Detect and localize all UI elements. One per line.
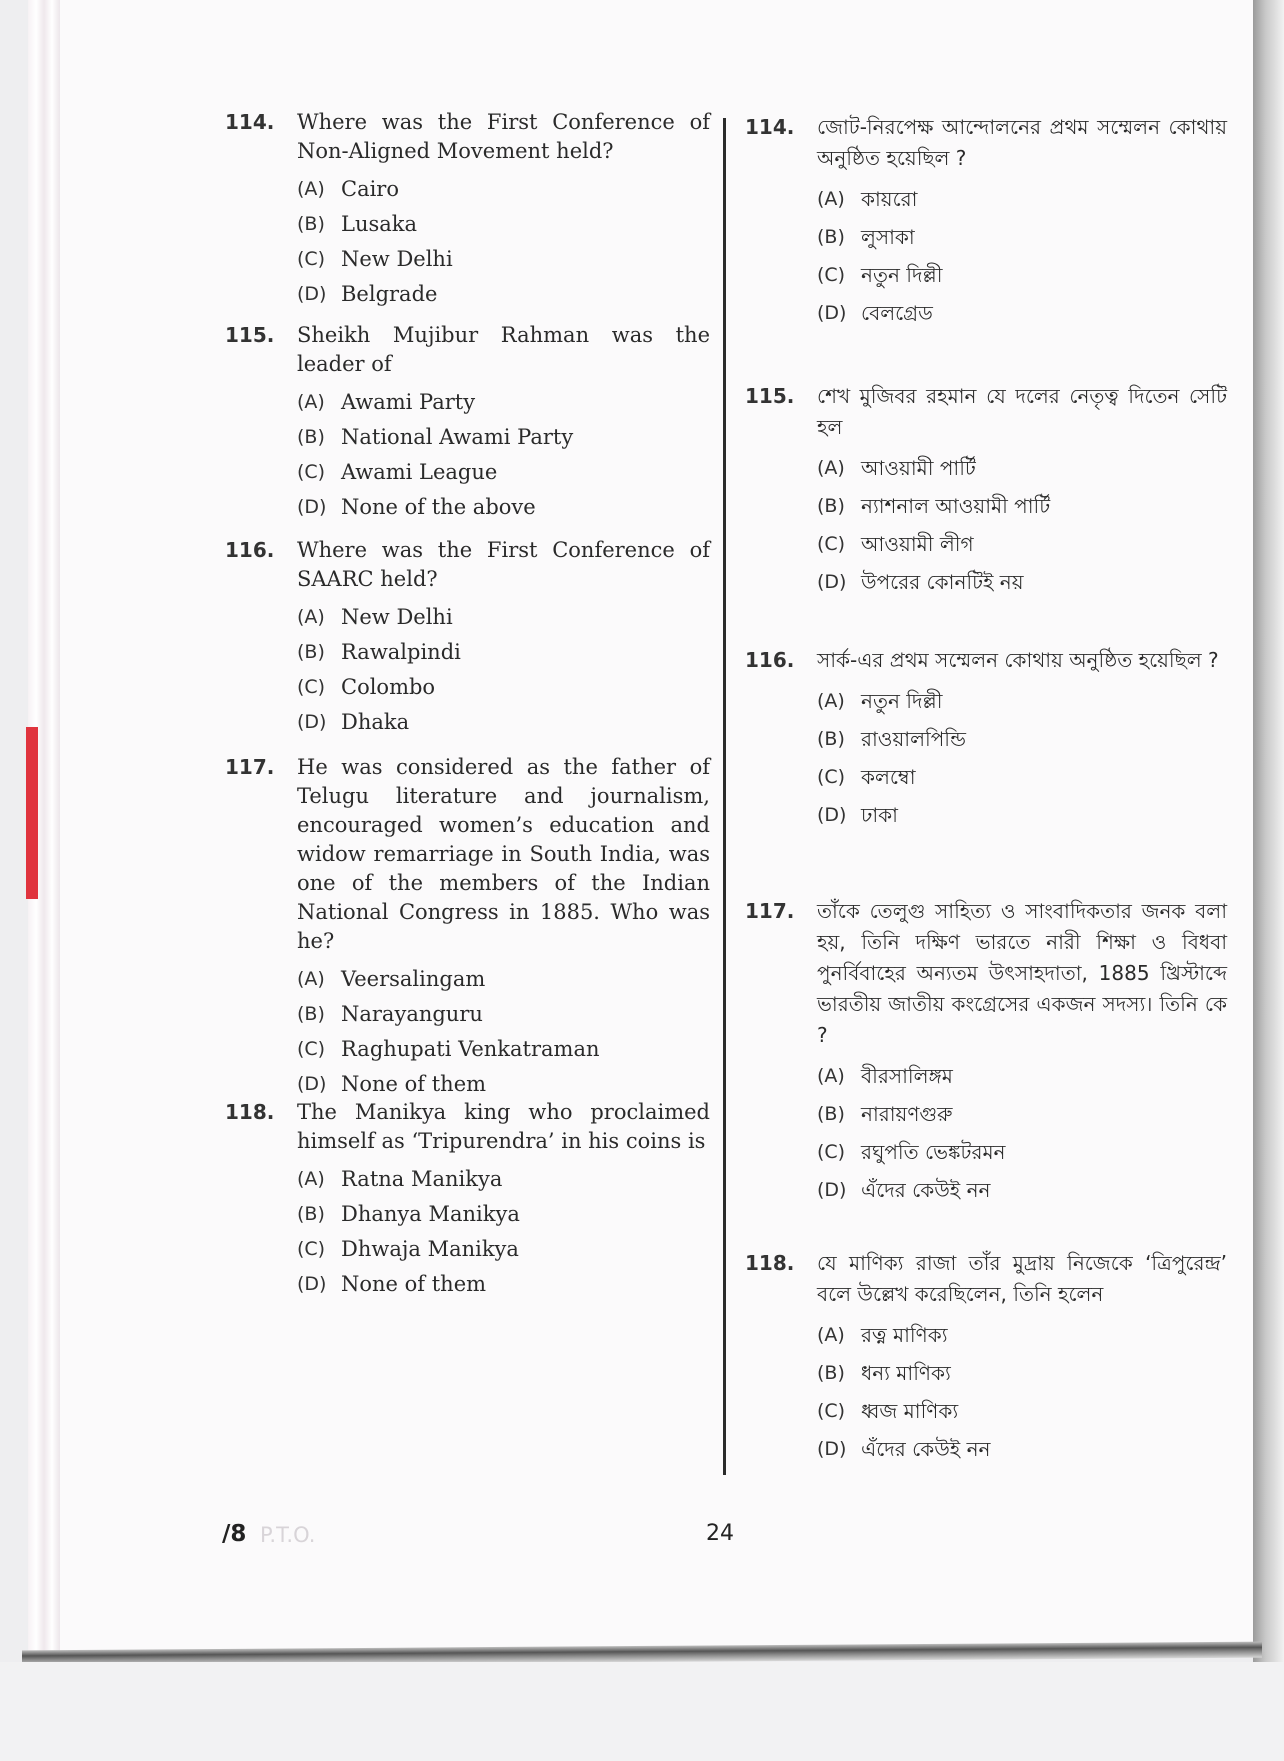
option-b [297, 1197, 710, 1232]
option-letter: (B) [817, 225, 845, 248]
option-letter: (C) [817, 263, 846, 286]
question-text: তাঁকে তেলুগু সাহিত্য ও সাংবাদিকতার জনক বলা হয়, তিনি দক্ষিণ ভারতে নারী শিক্ষা ও বিধবা পুনর্বিবাহের অন্যতম উৎসাহদাতা, 1885 খ্রিস্টাব্দে ভারতীয় জাতীয় কংগ্রেসের একজন সদস্য। তিনি কে ? [817, 899, 1227, 1047]
option-letter: (B) [297, 1003, 325, 1025]
question-text: Where was the First Conference of Non-Aligned Movement held? [297, 110, 710, 163]
option-letter: (B) [817, 1102, 845, 1125]
option-letter: (B) [817, 727, 845, 750]
option-c [297, 1232, 710, 1267]
options-list [817, 682, 1227, 834]
option-a [817, 1057, 1227, 1095]
option-c [817, 1133, 1227, 1171]
option-text: Ratna Manikya [341, 1167, 503, 1191]
option-letter: (B) [817, 1361, 845, 1384]
option-letter: (B) [297, 1203, 325, 1225]
option-b [817, 1095, 1227, 1133]
option-d [297, 490, 710, 525]
option-letter: (C) [297, 248, 326, 270]
option-letter: (A) [297, 606, 325, 628]
question-text: He was considered as the father of Telugu literature and journalism, encouraged women’s education and widow remarriage in South India, was one of the members of the Indian National Congress in 1885. Who was he? [297, 755, 710, 953]
option-c [297, 1032, 710, 1067]
option-a [817, 449, 1227, 487]
option-c [817, 1392, 1227, 1430]
question-text: যে মাণিক্য রাজা তাঁর মুদ্রায় নিজেকে ‘ত্রিপুরেন্দ্র’ বলে উল্লেখ করেছিলেন, তিনি হলেন [817, 1251, 1227, 1306]
option-text: Cairo [341, 177, 399, 201]
option-text: Dhanya Manikya [341, 1202, 520, 1226]
option-text: Dhaka [341, 710, 410, 734]
option-letter: (A) [297, 391, 325, 413]
option-b [817, 1354, 1227, 1392]
option-text: রত্ন মাণিক্য [861, 1322, 948, 1347]
option-text: ধন্য মাণিক্য [861, 1360, 951, 1385]
option-b [817, 487, 1227, 525]
option-text: ঢাকা [861, 802, 898, 827]
option-text: রাওয়ালপিন্ডি [861, 726, 966, 751]
option-text: নারায়ণগুরু [861, 1101, 953, 1126]
options-list [817, 449, 1227, 601]
question-number: 115. [745, 384, 795, 408]
option-letter: (C) [817, 532, 846, 555]
option-text: উপরের কোনটিই নয় [861, 569, 1024, 594]
options-list [297, 600, 710, 740]
option-letter: (C) [297, 1038, 326, 1060]
option-letter: (A) [297, 968, 325, 990]
option-letter: (C) [817, 1399, 846, 1422]
option-d [817, 1430, 1227, 1468]
option-letter: (D) [297, 1073, 327, 1095]
option-d [297, 1067, 710, 1102]
option-letter: (B) [297, 213, 325, 235]
option-d [297, 1267, 710, 1302]
option-letter: (A) [297, 178, 325, 200]
option-a [297, 600, 710, 635]
option-d [297, 705, 710, 740]
option-text: নতুন দিল্লী [861, 688, 943, 713]
question-number: 117. [225, 755, 275, 779]
option-d [817, 796, 1227, 834]
options-list [817, 1316, 1227, 1468]
option-b [297, 207, 710, 242]
option-text: আওয়ামী পার্টি [861, 455, 976, 480]
option-letter: (D) [297, 496, 327, 518]
red-page-tab [26, 727, 38, 899]
option-text: Dhwaja Manikya [341, 1237, 519, 1261]
option-letter: (D) [297, 1273, 327, 1295]
option-text: ন্যাশনাল আওয়ামী পার্টি [861, 493, 1051, 518]
option-letter: (B) [297, 426, 325, 448]
option-letter: (D) [817, 301, 847, 324]
option-a [297, 1162, 710, 1197]
options-list [817, 1057, 1227, 1209]
option-letter: (C) [297, 1238, 326, 1260]
option-letter: (A) [817, 689, 845, 712]
question-115-en [225, 321, 710, 525]
option-d [817, 563, 1227, 601]
scanner-background [0, 1662, 1284, 1761]
question-number: 118. [225, 1100, 275, 1124]
option-letter: (A) [817, 187, 845, 210]
question-text: জোট-নিরপেক্ষ আন্দোলনের প্রথম সম্মেলন কোথায় অনুষ্ঠিত হয়েছিল ? [817, 115, 1227, 170]
question-text: শেখ মুজিবর রহমান যে দলের নেতৃত্ব দিতেন সেটি হল [817, 384, 1227, 439]
option-d [817, 294, 1227, 332]
options-list [297, 962, 710, 1102]
option-text: বীরসালিঙ্গম [861, 1063, 953, 1088]
option-b [817, 720, 1227, 758]
question-116-en [225, 536, 710, 740]
page-number: 24 [706, 1521, 734, 1546]
option-letter: (C) [817, 1140, 846, 1163]
option-letter: (A) [817, 1323, 845, 1346]
option-letter: (B) [817, 494, 845, 517]
question-number: 118. [745, 1251, 795, 1275]
option-text: None of the above [341, 495, 536, 519]
option-c [817, 256, 1227, 294]
option-text: National Awami Party [341, 425, 574, 449]
option-text: Veersalingam [341, 967, 486, 991]
option-text: নতুন দিল্লী [861, 262, 943, 287]
option-text: Awami League [341, 460, 498, 484]
option-letter: (C) [297, 461, 326, 483]
options-list [297, 385, 710, 525]
option-c [297, 455, 710, 490]
option-text: None of them [341, 1272, 487, 1296]
option-letter: (B) [297, 641, 325, 663]
question-118-bn [745, 1248, 1227, 1468]
option-text: Lusaka [341, 212, 418, 236]
option-letter: (C) [297, 676, 326, 698]
option-c [817, 525, 1227, 563]
options-list [817, 180, 1227, 332]
question-number: 116. [745, 648, 795, 672]
option-text: None of them [341, 1072, 487, 1096]
option-text: Belgrade [341, 282, 438, 306]
question-number: 116. [225, 538, 275, 562]
question-117-en [225, 753, 710, 1102]
option-letter: (A) [297, 1168, 325, 1190]
option-text: Narayanguru [341, 1002, 483, 1026]
question-number: 114. [745, 115, 795, 139]
question-text: The Manikya king who proclaimed himself as ‘Tripurendra’ in his coins is [297, 1100, 710, 1153]
option-b [817, 218, 1227, 256]
option-a [817, 682, 1227, 720]
option-letter: (A) [817, 456, 845, 479]
options-list [297, 1162, 710, 1302]
option-text: এঁদের কেউই নন [861, 1177, 991, 1202]
option-text: আওয়ামী লীগ [861, 531, 974, 556]
question-117-bn [745, 896, 1227, 1209]
option-text: লুসাকা [861, 224, 915, 249]
option-a [297, 172, 710, 207]
question-number: 117. [745, 899, 795, 923]
option-text: New Delhi [341, 605, 453, 629]
option-b [297, 635, 710, 670]
question-116-bn [745, 645, 1227, 834]
option-d [817, 1171, 1227, 1209]
option-a [297, 385, 710, 420]
option-c [297, 242, 710, 277]
question-text: Sheikh Mujibur Rahman was the leader of [297, 323, 710, 376]
option-letter: (C) [817, 765, 846, 788]
option-letter: (D) [817, 570, 847, 593]
option-c [817, 758, 1227, 796]
question-text: সার্ক-এর প্রথম সম্মেলন কোথায় অনুষ্ঠিত হয়েছিল ? [817, 648, 1219, 672]
options-list [297, 172, 710, 312]
option-text: ধ্বজ মাণিক্য [861, 1398, 959, 1423]
option-text: New Delhi [341, 247, 453, 271]
option-d [297, 277, 710, 312]
question-number: 115. [225, 323, 275, 347]
option-letter: (D) [817, 1437, 847, 1460]
bleed-through-text: P.T.O. [260, 1523, 316, 1547]
option-text: Raghupati Venkatraman [341, 1037, 600, 1061]
option-text: এঁদের কেউই নন [861, 1436, 991, 1461]
question-115-bn [745, 381, 1227, 601]
option-letter: (D) [297, 283, 327, 305]
option-text: কলম্বো [861, 764, 916, 789]
option-c [297, 670, 710, 705]
option-letter: (A) [817, 1064, 845, 1087]
option-b [297, 997, 710, 1032]
option-letter: (D) [817, 1178, 847, 1201]
question-number: 114. [225, 110, 275, 134]
option-letter: (D) [817, 803, 847, 826]
column-divider [723, 118, 726, 1475]
option-text: রঘুপতি ভেঙ্কটরমন [861, 1139, 1006, 1164]
question-114-en [225, 108, 710, 312]
question-114-bn [745, 112, 1227, 332]
option-text: Colombo [341, 675, 436, 699]
option-a [817, 180, 1227, 218]
option-text: কায়রো [861, 186, 918, 211]
question-118-en [225, 1098, 710, 1302]
booklet-code: /8 [222, 1521, 247, 1547]
option-a [297, 962, 710, 997]
question-text: Where was the First Conference of SAARC held? [297, 538, 710, 591]
option-letter: (D) [297, 711, 327, 733]
option-text: Awami Party [341, 390, 476, 414]
option-text: বেলগ্রেড [861, 300, 933, 325]
option-text: Rawalpindi [341, 640, 461, 664]
option-b [297, 420, 710, 455]
option-a [817, 1316, 1227, 1354]
binding-shadow [1253, 0, 1284, 1761]
